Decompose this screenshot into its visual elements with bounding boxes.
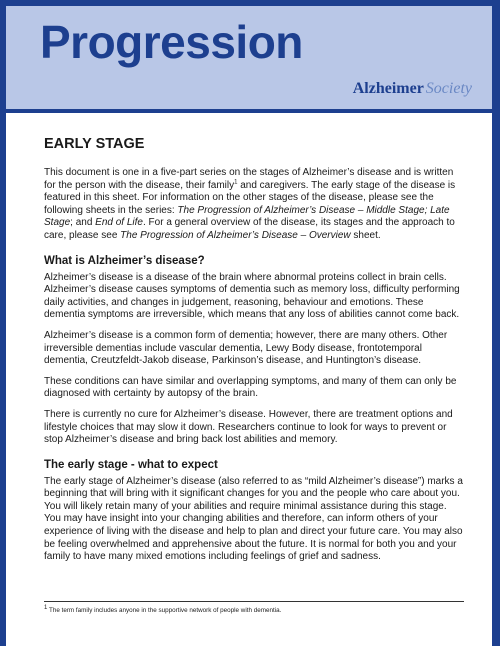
intro-paragraph — [44, 167, 464, 243]
header-rule — [6, 109, 492, 113]
footnote-divider — [44, 601, 464, 602]
section-heading: EARLY STAGE — [44, 136, 145, 152]
footnote — [44, 604, 464, 615]
intro-ref-1: The Progression of Alzheimer’s Disease – Middle Stage; Late Stage — [44, 204, 450, 229]
intro-ref-2: End of Life — [95, 217, 143, 229]
footnote-number: 1 — [44, 604, 48, 611]
intro-text-5: sheet. — [350, 229, 381, 241]
document-page — [6, 6, 492, 646]
paragraph: There is currently no cure for Alzheimer’s disease. However, there are treatment options and lifestyle choices that may slow it down. Researchers continue to look for ways to prevent or stop Alzheimer’s disease and bring back lost abilities and memory. — [44, 408, 453, 446]
paragraph: Alzheimer’s disease is a common form of dementia; however, there are many others. Other irreversible dementias include vascular dementia, Lewy Body disease, frontotemporal dementia, Creutzfeldt-Jakob disease, Parkinson’s disease, and Huntington’s disease. — [44, 329, 448, 367]
brand-primary: Alzheimer — [352, 80, 424, 97]
header-banner — [6, 6, 492, 109]
intro-text-1: This document is one in a five-part series on the stages of Alzheimer’s disease and is written for the person with the disease, their family — [44, 167, 454, 191]
paragraph: These conditions can have similar and overlapping symptoms, and many of them can only be diagnosed with certainty by autopsy of the brain. — [44, 375, 457, 400]
page-title: Progression — [40, 16, 303, 68]
document-body — [44, 136, 464, 572]
brand-logo — [353, 80, 472, 98]
intro-text-3: ; and — [70, 217, 96, 229]
paragraph: The early stage of Alzheimer’s disease (also referred to as “mild Alzheimer’s disease”) marks a beginning that will bring with it significant changes for you and the people who care about you. You will likely retain many of your abilities and require minimal assistance during this stage. You may have insight into your changing abilities and therefore, can inform others of your experience of living with the disease and help to plan and direct your future care. You may also be feeling overwhelmed and apprehensive about the future. It is normal for both you and your family to have many mixed emotions including feelings of grief and sadness. — [44, 475, 463, 563]
paragraph: Alzheimer’s disease is a disease of the brain where abnormal proteins collect in brain cells. Alzheimer’s disease causes symptoms of dementia such as memory loss, difficulty performing daily activities, and changes in judgement, reasoning, behaviour and emotions. These dementia symptoms are irreversible, which means that any loss of abilities cannot come back. — [44, 271, 460, 321]
subheading-early-stage: The early stage - what to expect — [44, 458, 218, 471]
intro-text-4: . For a general overview of the disease, its stages and the approach to care, please see — [44, 217, 455, 241]
subheading-what-is: What is Alzheimer’s disease? — [44, 254, 205, 267]
brand-secondary: Society — [425, 80, 472, 97]
footnote-marker: 1 — [234, 179, 238, 186]
intro-ref-3: The Progression of Alzheimer’s Disease – Overview — [120, 229, 351, 241]
intro-text-2: and caregivers. The early stage of the disease is featured in this sheet. For information on the other stages of the disease, please see the following sheets in the series: — [44, 179, 456, 216]
footnote-text: The term family includes anyone in the supportive network of people with dementia. — [47, 607, 282, 614]
